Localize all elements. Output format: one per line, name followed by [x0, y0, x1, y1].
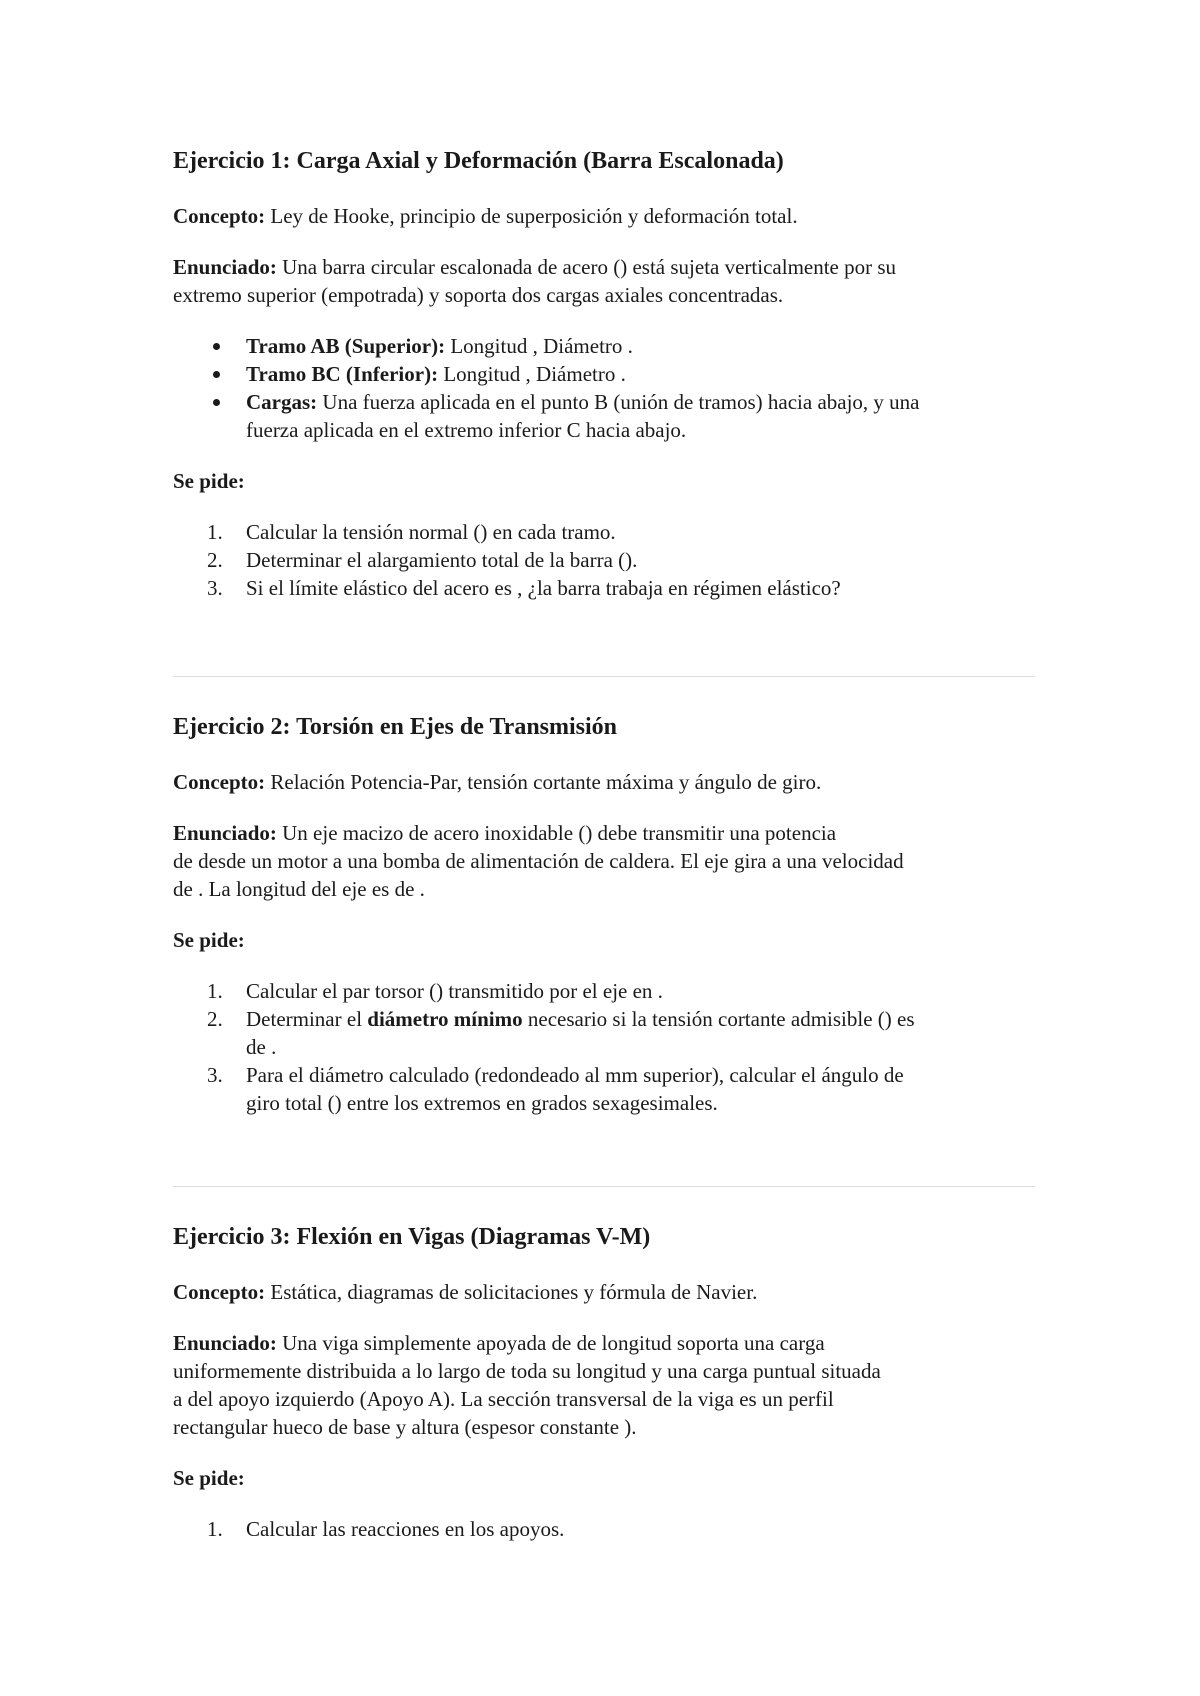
exercise-2	[173, 712, 1033, 1117]
list-item	[173, 518, 1033, 546]
item-number: 1.	[207, 1517, 223, 1541]
enunciado-paragraph	[173, 819, 1033, 903]
item-number: 3.	[207, 1063, 223, 1087]
exercise-title: Ejercicio 1: Carga Axial y Deformación (Barra Escalonada)	[173, 148, 784, 174]
item-text: Calcular la tensión normal () en cada tramo.	[246, 520, 616, 544]
item-text: Longitud , Diámetro .	[443, 362, 626, 386]
bullet-icon	[213, 399, 220, 406]
exercise-3	[173, 1222, 1033, 1543]
item-emphasis: diámetro mínimo	[367, 1007, 523, 1031]
item-text: Determinar el	[246, 1007, 368, 1031]
enunciado-line: Una barra circular escalonada de acero () está sujeta verticalmente por su	[282, 255, 897, 279]
item-text: Para el diámetro calculado (redondeado al mm superior), calcular el ángulo de	[246, 1063, 904, 1087]
item-number: 1.	[207, 979, 223, 1003]
list-item	[173, 546, 1033, 574]
section-divider	[173, 1186, 1035, 1187]
enunciado-label: Enunciado:	[173, 255, 277, 279]
concepto-text: Relación Potencia-Par, tensión cortante máxima y ángulo de giro.	[270, 770, 822, 794]
list-item	[173, 574, 1033, 602]
item-number: 1.	[207, 520, 223, 544]
se-pide-label: Se pide:	[173, 469, 245, 493]
data-list	[173, 332, 1033, 444]
enunciado-label: Enunciado:	[173, 821, 277, 845]
item-text: Si el límite elástico del acero es , ¿la barra trabaja en régimen elástico?	[246, 576, 841, 600]
item-text: Calcular el par torsor () transmitido por el eje en .	[246, 979, 663, 1003]
enunciado-paragraph	[173, 253, 1033, 309]
exercise-1	[173, 146, 1033, 602]
concepto-label: Concepto:	[173, 770, 266, 794]
list-item	[173, 388, 1033, 444]
exercise-title: Ejercicio 3: Flexión en Vigas (Diagramas V-M)	[173, 1224, 651, 1250]
item-text: Calcular las reacciones en los apoyos.	[246, 1517, 565, 1541]
list-item	[173, 1005, 1033, 1061]
enunciado-line: a del apoyo izquierdo (Apoyo A). La sección transversal de la viga es un perfil	[173, 1387, 834, 1411]
enunciado-line: uniformemente distribuida a lo largo de toda su longitud y una carga puntual situada	[173, 1359, 881, 1383]
item-text: necesario si la tensión cortante admisible () es	[522, 1007, 915, 1031]
item-label: Tramo BC (Inferior):	[246, 362, 439, 386]
item-number: 3.	[207, 576, 223, 600]
list-item	[173, 1515, 1033, 1543]
item-text: fuerza aplicada en el extremo inferior C hacia abajo.	[246, 418, 687, 442]
enunciado-line: rectangular hueco de base y altura (espesor constante ).	[173, 1415, 637, 1439]
item-text: Una fuerza aplicada en el punto B (unión de tramos) hacia abajo, y una	[322, 390, 920, 414]
exercise-title: Ejercicio 2: Torsión en Ejes de Transmisión	[173, 714, 618, 740]
concepto-text: Estática, diagramas de solicitaciones y fórmula de Navier.	[270, 1280, 758, 1304]
item-text: Longitud , Diámetro .	[450, 334, 633, 358]
section-divider	[173, 676, 1035, 677]
concepto-label: Concepto:	[173, 1280, 266, 1304]
steps-list	[173, 518, 1033, 602]
enunciado-line: Una viga simplemente apoyada de de longitud soporta una carga	[282, 1331, 825, 1355]
bullet-icon	[213, 371, 220, 378]
enunciado-line: de . La longitud del eje es de .	[173, 877, 425, 901]
item-number: 2.	[207, 1007, 223, 1031]
enunciado-paragraph	[173, 1329, 1033, 1441]
item-text: giro total () entre los extremos en grados sexagesimales.	[246, 1091, 718, 1115]
se-pide-label: Se pide:	[173, 1466, 245, 1490]
steps-list	[173, 977, 1033, 1117]
item-text: de .	[246, 1035, 277, 1059]
enunciado-line: de desde un motor a una bomba de alimentación de caldera. El eje gira a una velocidad	[173, 849, 904, 873]
enunciado-label: Enunciado:	[173, 1331, 277, 1355]
steps-list	[173, 1515, 1033, 1543]
list-item	[173, 360, 1033, 388]
concepto-text: Ley de Hooke, principio de superposición y deformación total.	[270, 204, 798, 228]
enunciado-line: Un eje macizo de acero inoxidable () debe transmitir una potencia	[282, 821, 837, 845]
enunciado-line: extremo superior (empotrada) y soporta dos cargas axiales concentradas.	[173, 283, 784, 307]
item-label: Tramo AB (Superior):	[246, 334, 446, 358]
concepto-paragraph	[173, 202, 1033, 230]
se-pide-label: Se pide:	[173, 928, 245, 952]
list-item	[173, 977, 1033, 1005]
list-item	[173, 1061, 1033, 1117]
item-number: 2.	[207, 548, 223, 572]
concepto-paragraph	[173, 768, 1033, 796]
bullet-icon	[213, 343, 220, 350]
list-item	[173, 332, 1033, 360]
concepto-paragraph	[173, 1278, 1033, 1306]
item-label: Cargas:	[246, 390, 318, 414]
item-text: Determinar el alargamiento total de la barra ().	[246, 548, 638, 572]
concepto-label: Concepto:	[173, 204, 266, 228]
